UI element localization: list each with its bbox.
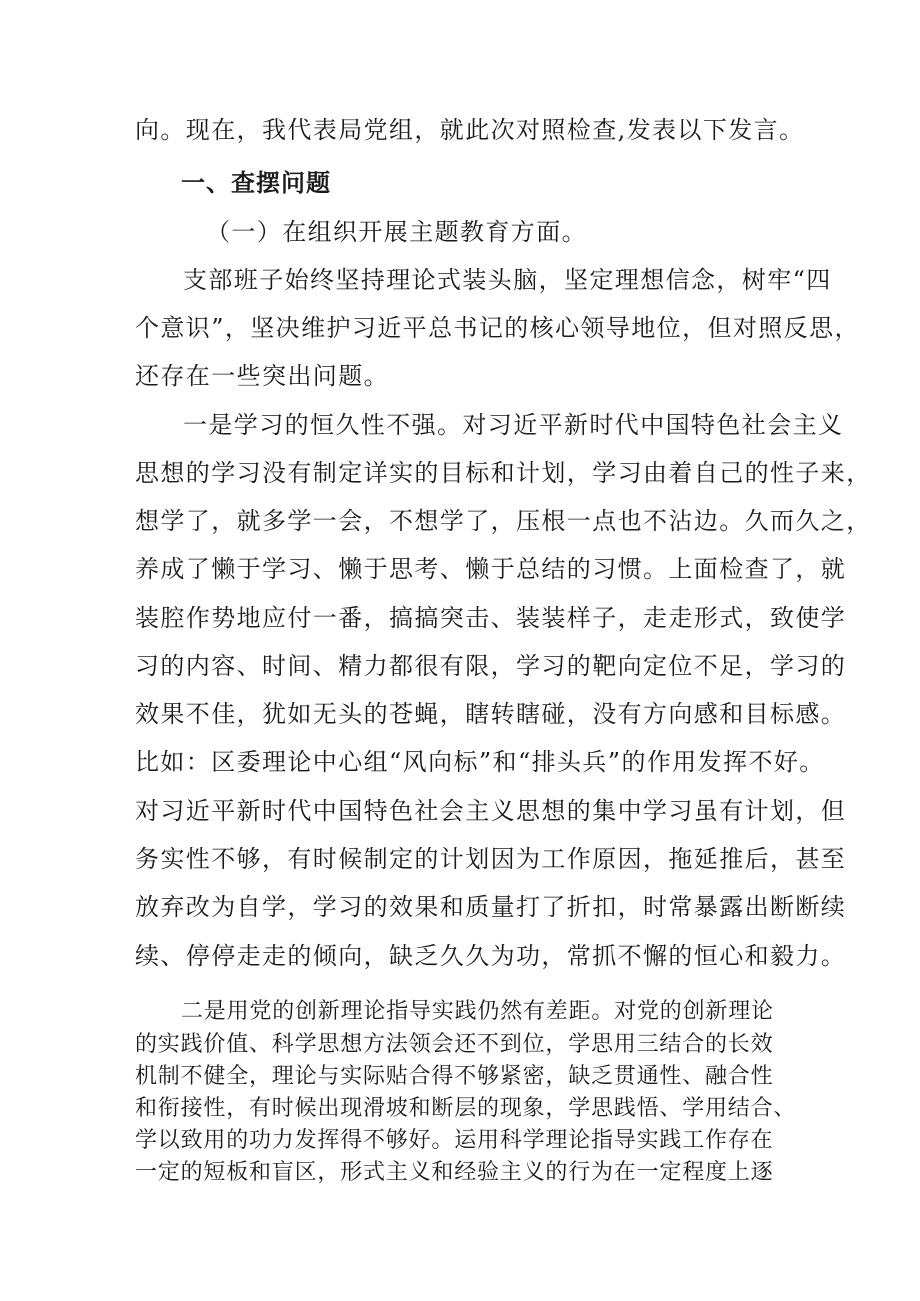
paragraph-1-line-1: 支部班子始终坚持理论式装头脑，坚定理想信念，树牢“四	[183, 266, 832, 294]
paragraph-2-line-10: 务实性不够，有时候制定的计划因为工作原因，拖延推后，甚至	[135, 845, 847, 873]
subsection-heading: （一）在组织开展主题教育方面。	[206, 218, 587, 246]
paragraph-3-line-4: 和衔接性，有时候出现滑坡和断层的现象，学思践悟、学用结合、	[135, 1096, 797, 1121]
paragraph-3-line-1: 二是用党的创新理论指导实践仍然有差距。对党的创新理论	[181, 999, 774, 1024]
paragraph-3-line-6: 一定的短板和盲区，形式主义和经验主义的行为在一定程度上逐	[135, 1160, 774, 1185]
paragraph-1-line-2: 个意识”，坚决维护习近平总书记的核心领导地位，但对照反思，	[135, 314, 860, 342]
paragraph-2-line-3: 想学了，就多学一会，不想学了，压根一点也不沾边。久而久之，	[135, 507, 872, 535]
paragraph-2-line-7: 效果不佳，犹如无头的苍蝇，瞎转瞎碰，没有方向感和目标感。	[135, 700, 847, 728]
paragraph-2-line-8: 比如：区委理论中心组“风向标”和“排头兵”的作用发挥不好。	[135, 748, 825, 776]
paragraph-2-line-6: 习的内容、时间、精力都很有限，学习的靶向定位不足，学习的	[135, 652, 847, 680]
paragraph-2-line-1: 一是学习的恒久性不强。对习近平新时代中国特色社会主义	[183, 411, 844, 439]
section-heading: 一、查摆问题	[181, 169, 331, 197]
paragraph-3-line-2: 的实践价值、科学思想方法领会还不到位，学思用三结合的长效	[135, 1032, 774, 1057]
paragraph-2-line-2: 思想的学习没有制定详实的目标和计划，学习由着自己的性子来，	[135, 459, 872, 487]
intro-paragraph-tail: 向。现在，我代表局党组，就此次对照检查,发表以下发言。	[135, 116, 805, 144]
paragraph-3-line-3: 机制不健全，理论与实际贴合得不够紧密，缺乏贯通性、融合性	[135, 1064, 774, 1089]
paragraph-2-line-9: 对习近平新时代中国特色社会主义思想的集中学习虽有计划，但	[135, 797, 847, 825]
paragraph-2-line-11: 放弃改为自学，学习的效果和质量打了折扣，时常暴露出断断续	[135, 893, 847, 921]
paragraph-2-line-5: 装腔作势地应付一番，搞搞突击、装装样子，走走形式，致使学	[135, 604, 847, 632]
paragraph-3-line-5: 学以致用的功力发挥得不够好。运用科学理论指导实践工作存在	[135, 1128, 774, 1153]
paragraph-2-line-12: 续、停停走走的倾向，缺乏久久为功，常抓不懈的恒心和毅力。	[135, 942, 847, 970]
paragraph-1-line-3: 还存在一些突出问题。	[135, 362, 389, 390]
paragraph-2-line-4: 养成了懒于学习、懒于思考、懒于总结的习惯。上面检查了，就	[135, 555, 847, 583]
